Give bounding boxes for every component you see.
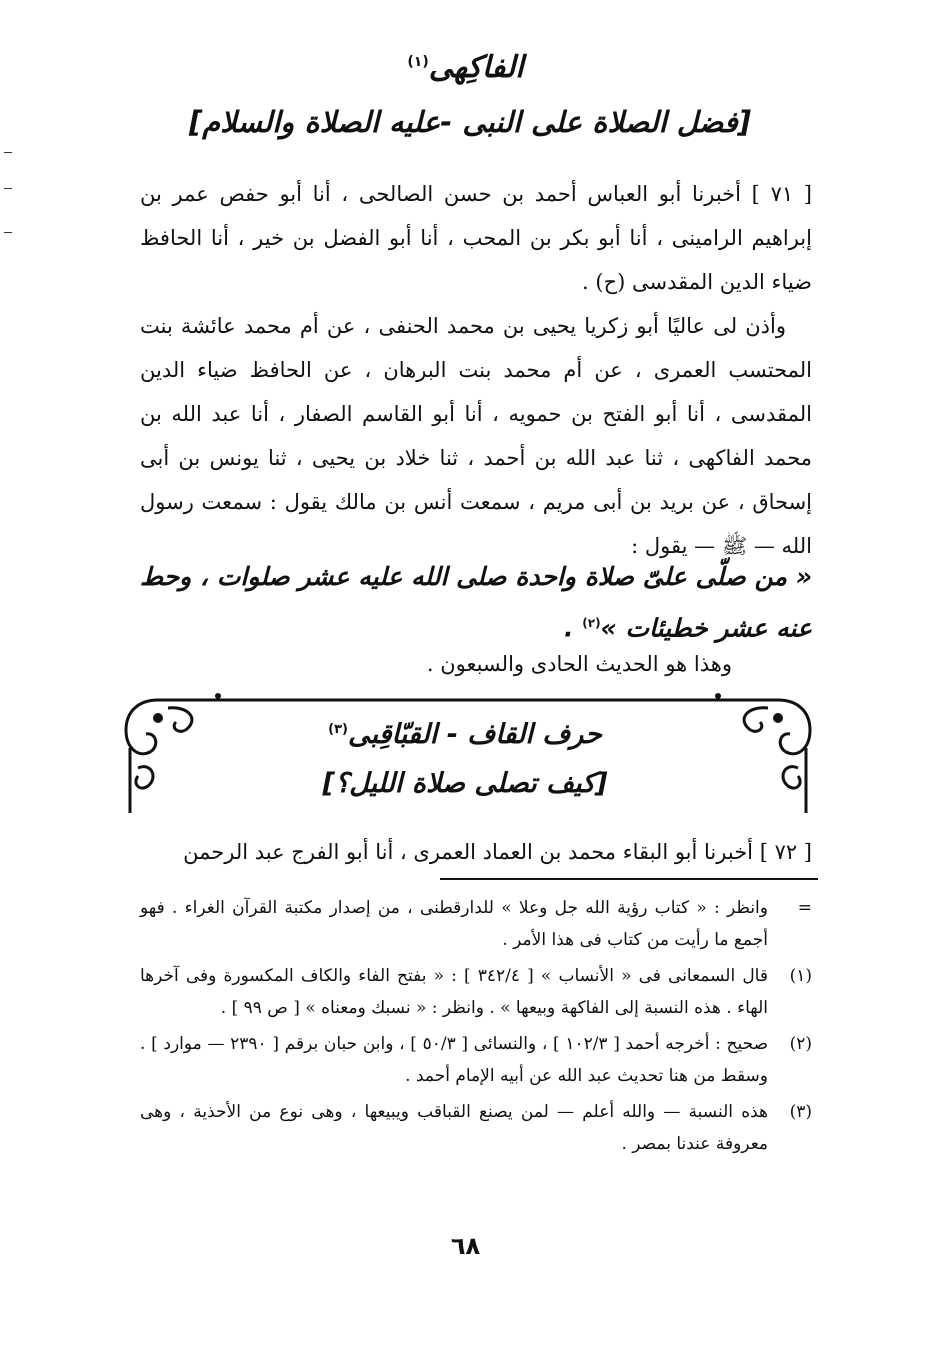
footnote-mark: (٣) [789, 1102, 812, 1122]
title-footnote-ref: (١) [407, 54, 429, 70]
footnote-mark: (٢) [789, 1034, 812, 1054]
section-footnote-ref: (٣) [328, 722, 348, 737]
footnote-text: وانظر : « كتاب رؤية الله جل وعلا » للدارقطنى ، من إصدار مكتبة القرآن الغراء . فهو أجمع ما رأيت من كتاب فى هذا الأمر . [140, 898, 768, 950]
hadith-72-start: [ ٧٢ ] أخبرنا أبو البقاء محمد بن العماد العمرى ، أنا أبو الفرج عبد الرحمن [183, 840, 812, 864]
footnote-mark: (١) [789, 966, 812, 986]
page-title [0, 42, 931, 88]
footnotes [140, 892, 812, 1160]
section-subtitle: [كيف تصلى صلاة الليل؟] [322, 768, 608, 799]
footnote-2 [140, 1028, 812, 1092]
scan-margin-mark [4, 232, 12, 233]
footnote-text: هذه النسبة — والله أعلم — لمن يصنع القباقب ويبيعها ، وهى نوع من الأحذية ، وهى معروفة عندنا بمصر . [140, 1102, 768, 1154]
footnote-3 [140, 1096, 812, 1160]
section-title-text: حرف القاف - القبّاقِبى [347, 719, 602, 750]
hadith-71-isnad [140, 172, 812, 568]
paragraph-1: [ ٧١ ] أخبرنا أبو العباس أحمد بن حسن الصالحى ، أنا أبو حفص عمر بن إبراهيم الرامينى ، أنا أبو بكر بن المحب ، أنا أبو الفضل بن خير ، أنا الحافظ ضياء الدين المقدسى (ح) . [140, 182, 812, 294]
footnote-mark: = [797, 898, 812, 918]
footnote-text: قال السمعانى فى « الأنساب » [ ٣٤٢/٤ ] : « بفتح الفاء والكاف المكسورة وفى آخرها الهاء . هذه النسبة إلى الفاكهة وبيعها » . وانظر : « نسبك ومعناه » [ ص ٩٩ ] . [140, 966, 768, 1018]
hadith-quote: « من صلّى علىّ صلاة واحدة صلى الله عليه عشر صلوات ، وحط عنه عشر خطيئات » [140, 562, 812, 643]
scan-margin-mark [4, 152, 12, 153]
page-title-text: الفاكِهى [428, 50, 524, 85]
footnote-text: صحيح : أخرجه أحمد [ ١٠٢/٣ ] ، والنسائى [ ٥٠/٣ ] ، وابن حبان برقم [ ٢٣٩٠ — موارد ] . وسقط من هنا تحديث عبد الله عن أبيه الإمام أحمد . [140, 1034, 769, 1086]
hadith-71-matn: « من صلّى علىّ صلاة واحدة صلى الله عليه عشر صلوات ، وحط عنه عشر خطيئات »$^{(٢)}$ . [140, 562, 812, 643]
paragraph-2: وأذن لى عاليًا أبو زكريا يحيى بن محمد الحنفى ، عن أم محمد عائشة بنت المحتسب العمرى ، عن أم محمد بنت البرهان ، عن الحافظ ضياء الدين المقدسى ، أنا أبو الفتح بن حمويه ، أنا أبو القاسم الصفار ، أنا عبد الله بن محمد الفاكهى ، ثنا عبد الله بن أحمد ، ثنا خلاد بن يحيى ، ثنا يونس بن أبى إسحاق ، عن بريد بن أبى مريم ، سمعت أنس بن مالك يقول : سمعت رسول الله — ﷺ — يقول : [140, 314, 812, 558]
footnote-continued [140, 892, 812, 956]
scan-margin-mark [4, 188, 12, 189]
footnote-1 [140, 960, 812, 1024]
closing-line: وهذا هو الحديث الحادى والسبعون . [426, 652, 732, 676]
chapter-subtitle: [فضل الصلاة على النبى -عليه الصلاة والسلام] [188, 105, 752, 139]
footnote-separator [440, 878, 818, 880]
page-number: ٦٨ [450, 1232, 481, 1260]
section-title [150, 708, 780, 757]
quote-footnote-ref: (٢) [582, 616, 601, 630]
